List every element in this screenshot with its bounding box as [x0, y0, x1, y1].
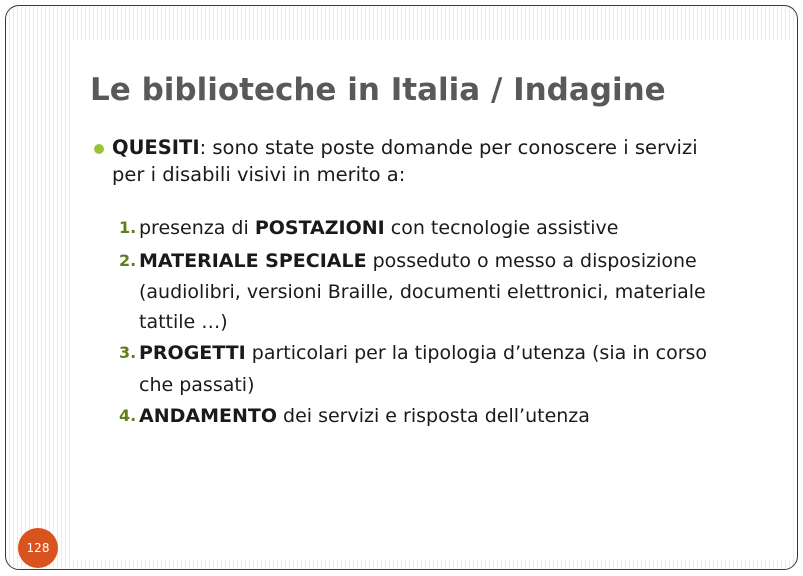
list-number: 3.: [119, 343, 137, 362]
item-bold: ANDAMENTO: [139, 404, 277, 427]
list-item: [119, 400, 769, 433]
item-continuation: (audiolibri, versioni Braille, documenti elettronici, materiale: [139, 281, 706, 303]
item-rest: particolari per la tipologia d’utenza (sia in corso: [245, 342, 708, 364]
bullet-dot-icon: [94, 144, 104, 154]
main-bullet-text: [94, 134, 764, 188]
slide-frame: [5, 5, 798, 570]
list-number: 2.: [119, 250, 137, 270]
numbered-list: [119, 212, 769, 432]
list-item: [119, 212, 769, 245]
main-bullet: [94, 134, 764, 188]
bullet-lead: QUESITI: [112, 136, 200, 159]
bullet-line2: per i disabili visivi in merito a:: [112, 163, 406, 186]
slide-title: Le biblioteche in Italia / Indagine: [90, 72, 666, 108]
list-item: [119, 245, 769, 338]
item-rest: posseduto o messo a disposizione: [366, 249, 697, 272]
item-rest: dei servizi e risposta dell’utenza: [276, 404, 590, 427]
item-rest: con tecnologie assistive: [384, 217, 619, 239]
page-number-badge: 128: [18, 528, 58, 568]
item-continuation: tattile …): [139, 311, 228, 333]
item-bold: MATERIALE SPECIALE: [139, 249, 367, 272]
item-prefix: presenza di: [139, 217, 255, 239]
item-bold: POSTAZIONI: [254, 217, 385, 239]
list-item: [119, 337, 769, 400]
item-continuation: che passati): [139, 373, 255, 396]
item-bold: PROGETTI: [139, 342, 246, 364]
list-number: 1.: [119, 218, 137, 237]
bullet-line1: : sono state poste domande per conoscere i servizi: [199, 136, 698, 159]
list-number: 4.: [119, 405, 137, 425]
